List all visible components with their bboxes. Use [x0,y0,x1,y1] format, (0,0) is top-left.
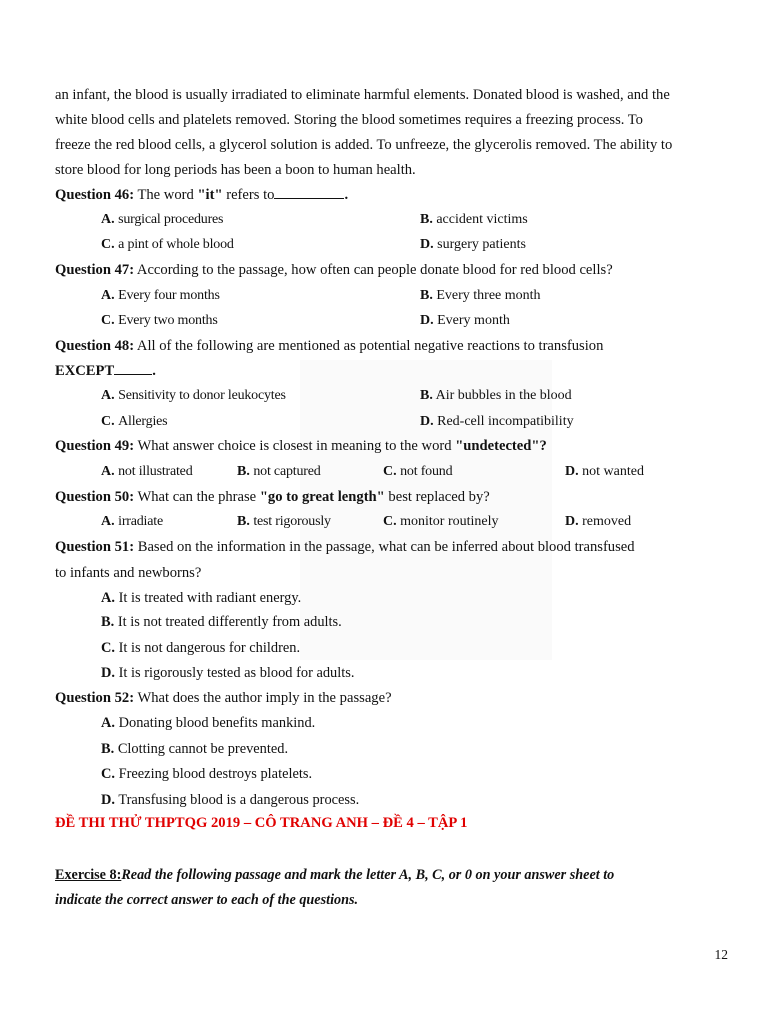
question-48-line2 [55,362,156,380]
option-letter: D. [420,313,434,328]
option-c[interactable] [383,513,499,531]
option-d[interactable] [565,463,644,481]
option-text: test rigorously [253,514,331,529]
option-text: removed [582,514,632,529]
question-text: According to the passage, how often can people donate blood for red blood cells? [134,262,613,278]
option-letter: B. [420,212,433,227]
option-b[interactable] [237,513,331,531]
option-text: accident victims [436,212,528,227]
question-text: All of the following are mentioned as potential negative reactions to transfusion [134,338,604,354]
question-50 [55,488,490,506]
question-end: . [152,363,156,379]
option-a[interactable] [101,387,286,405]
option-a[interactable] [101,211,223,229]
question-48 [55,337,603,355]
question-label: Question 51: [55,539,135,555]
option-text: not found [400,464,453,479]
option-b[interactable] [420,287,541,305]
question-text: What can the phrase [134,489,260,505]
option-d[interactable] [101,664,354,682]
exercise-text: indicate the correct answer to each of the questions. [55,892,359,908]
option-letter: B. [237,514,250,529]
option-letter: A. [101,514,115,529]
option-letter: A. [101,590,115,606]
option-letter: C. [101,414,115,429]
option-text: Donating blood benefits mankind. [118,715,316,731]
option-a[interactable] [101,287,220,305]
option-text: It is not treated differently from adults. [117,614,342,630]
page-number: 12 [714,947,728,962]
option-c[interactable] [101,236,234,254]
question-text: Based on the information in the passage, what can be inferred about blood transfused [134,539,635,555]
option-text: Transfusing blood is a dangerous process. [118,792,360,808]
option-text: Allergies [118,414,168,429]
option-text: not wanted [582,464,644,479]
answer-blank [274,186,344,199]
passage-line: freeze the red blood cells, a glycerol solution is added. To unfreeze, the glycerolis removed. The ability to [55,137,673,153]
option-c[interactable] [101,765,312,783]
option-text: It is rigorously tested as blood for adults. [118,665,355,681]
question-text: refers to [222,187,275,203]
passage-line: store blood for long periods has been a boon to human health. [55,162,416,178]
option-letter: D. [101,792,115,808]
option-letter: A. [101,464,115,479]
option-text: monitor routinely [400,514,499,529]
option-letter: B. [101,741,115,757]
option-d[interactable] [420,312,510,330]
option-c[interactable] [101,312,218,330]
option-text: Every three month [436,288,541,303]
question-47 [55,261,613,279]
option-d[interactable] [565,513,631,531]
option-letter: C. [101,640,115,656]
option-d[interactable] [420,413,574,431]
section-title: ĐỀ THI THỬ THPTQG 2019 – CÔ TRANG ANH – ĐỀ 4 – TẬP 1 [55,815,468,831]
option-c[interactable] [101,639,300,657]
passage-line: white blood cells and platelets removed. Storing the blood sometimes requires a freezing process. To [55,112,643,128]
question-label: Question 47: [55,262,135,278]
question-text: best replaced by? [384,489,490,505]
option-text: Sensitivity to donor leukocytes [118,388,286,403]
option-a[interactable] [101,463,193,481]
question-text: What answer choice is closest in meaning to the word [134,438,456,454]
exercise-label: Exercise 8: [55,867,122,883]
option-letter: C. [383,464,397,479]
option-letter: D. [420,414,434,429]
passage-line: an infant, the blood is usually irradiated to eliminate harmful elements. Donated blood is washed, and the [55,87,670,103]
question-keyword: "go to great length" [259,489,385,505]
option-b[interactable] [101,613,342,631]
question-label: Question 48: [55,338,135,354]
question-51-line2 [55,564,201,582]
option-a[interactable] [101,589,301,607]
option-text: surgery patients [437,237,526,252]
question-keyword: EXCEPT [55,363,115,379]
option-b[interactable] [420,387,572,405]
option-c[interactable] [101,413,167,431]
option-a[interactable] [101,714,315,732]
option-b[interactable] [101,740,288,758]
question-end: . [344,187,349,203]
option-letter: B. [101,614,115,630]
option-text: Air bubbles in the blood [435,388,572,403]
question-label: Question 50: [55,489,135,505]
option-text: It is not dangerous for children. [118,640,301,656]
option-letter: C. [101,766,115,782]
option-letter: A. [101,715,115,731]
question-52 [55,689,392,707]
option-d[interactable] [420,236,526,254]
option-c[interactable] [383,463,452,481]
option-letter: D. [101,665,115,681]
option-b[interactable] [237,463,321,481]
option-letter: D. [420,237,434,252]
option-d[interactable] [101,791,359,809]
option-text: a pint of whole blood [118,237,234,252]
option-letter: B. [420,388,433,403]
option-text: It is treated with radiant energy. [118,590,302,606]
question-label: Question 52: [55,690,135,706]
option-letter: C. [101,313,115,328]
option-text: irradiate [118,514,163,529]
question-46 [55,186,348,204]
option-text: not captured [253,464,321,479]
answer-blank [114,362,152,375]
exercise-instruction [55,866,614,884]
option-letter: B. [420,288,433,303]
option-letter: A. [101,288,115,303]
question-49 [55,437,547,455]
question-label: Question 49: [55,438,135,454]
option-text: Every two months [118,313,218,328]
question-text: What does the author imply in the passage? [134,690,392,706]
option-a[interactable] [101,513,163,531]
option-letter: A. [101,212,115,227]
question-label: Question 46: [55,187,135,203]
option-text: Clotting cannot be prevented. [117,741,289,757]
question-text: The word [134,187,198,203]
question-text: to infants and newborns? [55,565,202,581]
option-letter: C. [383,514,397,529]
option-letter: C. [101,237,115,252]
exercise-instruction-line2 [55,891,358,909]
option-text: Every four months [118,288,220,303]
option-letter: D. [565,464,579,479]
question-keyword: "undetected"? [455,438,547,454]
option-letter: D. [565,514,579,529]
question-51 [55,538,635,556]
option-text: Freezing blood destroys platelets. [118,766,313,782]
option-text: not illustrated [118,464,193,479]
option-b[interactable] [420,211,528,229]
option-text: Every month [437,313,510,328]
option-text: Red-cell incompatibility [437,414,574,429]
option-letter: A. [101,388,115,403]
option-letter: B. [237,464,250,479]
question-keyword: "it" [197,187,223,203]
option-text: surgical procedures [118,212,224,227]
exercise-text: Read the following passage and mark the letter A, B, C, or 0 on your answer sheet to [121,867,615,883]
